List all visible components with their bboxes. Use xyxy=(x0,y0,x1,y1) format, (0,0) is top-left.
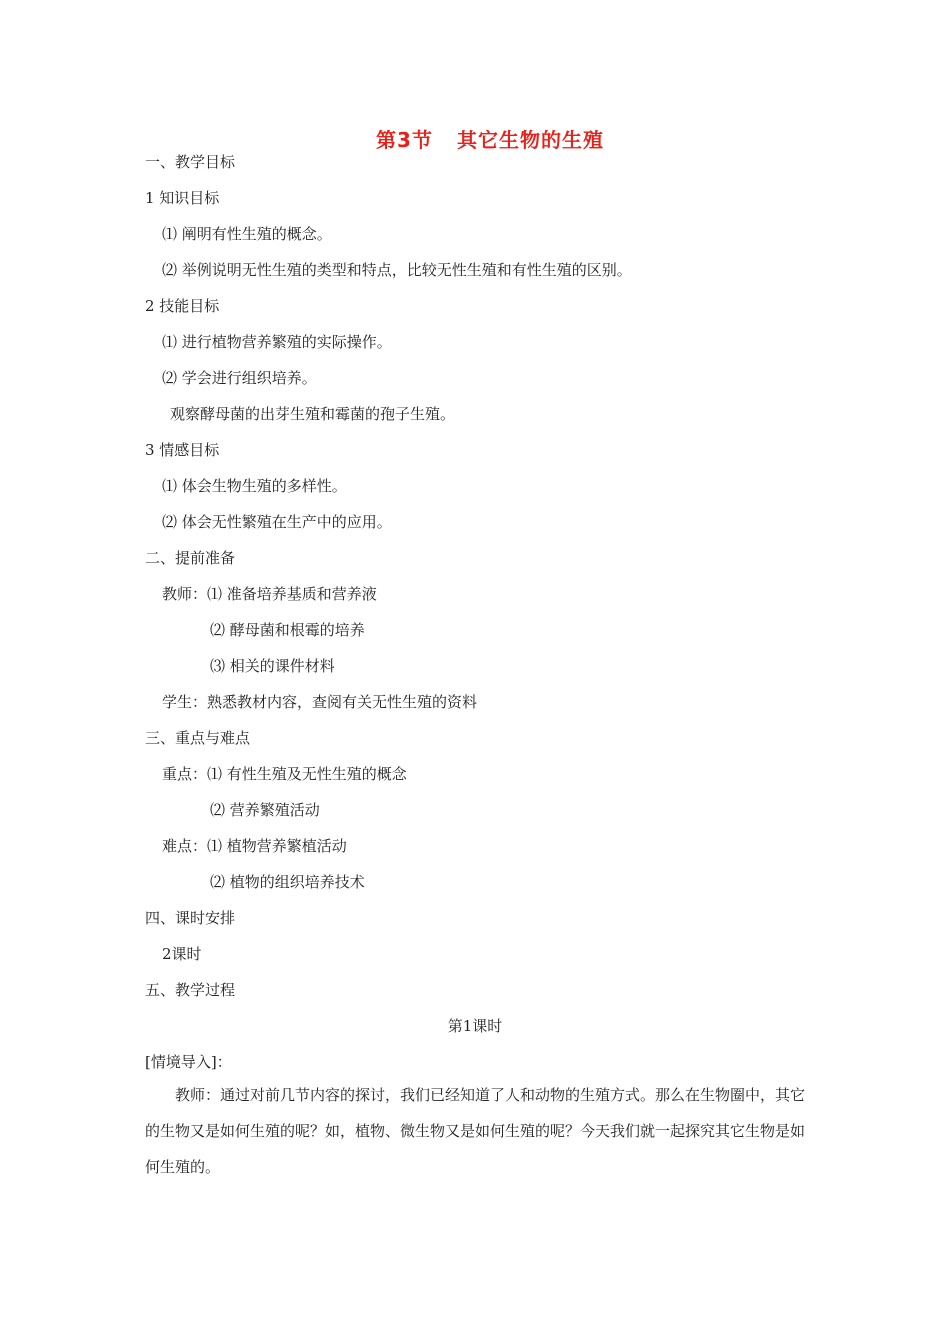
list-item: ⑵ 酵母菌和根霉的培养 xyxy=(210,621,365,639)
lesson-heading: 第1课时 xyxy=(447,1017,503,1035)
title-main: 其它生物的生殖 xyxy=(456,128,604,152)
list-item: ⑵ 学会进行组织培养。 xyxy=(162,369,317,387)
subheading-knowledge: 1 知识目标 xyxy=(145,189,220,207)
list-item: ⑵ 植物的组织培养技术 xyxy=(210,873,365,891)
list-item: 观察酵母菌的出芽生殖和霉菌的孢子生殖。 xyxy=(170,405,456,423)
section-heading-key-points: 三、重点与难点 xyxy=(145,729,251,747)
list-item: 重点：⑴ 有性生殖及无性生殖的概念 xyxy=(162,765,407,783)
list-item: ⑵ 举例说明无性生殖的类型和特点，比较无性生殖和有性生殖的区别。 xyxy=(162,261,632,279)
list-item: ⑵ 营养繁殖活动 xyxy=(210,801,320,819)
list-item: 难点：⑴ 植物营养繁植活动 xyxy=(162,837,347,855)
list-item: ⑵ 体会无性繁殖在生产中的应用。 xyxy=(162,513,392,531)
section-heading-objectives: 一、教学目标 xyxy=(145,153,236,171)
subheading-emotion: 3 情感目标 xyxy=(145,441,220,459)
subheading-skills: 2 技能目标 xyxy=(145,297,220,315)
section-heading-process: 五、教学过程 xyxy=(145,981,236,999)
list-item: 教师：⑴ 准备培养基质和营养液 xyxy=(162,585,377,603)
section-heading-schedule: 四、课时安排 xyxy=(145,909,236,927)
section-heading-preparation: 二、提前准备 xyxy=(145,549,236,567)
page-title xyxy=(0,124,950,153)
list-item: ⑴ 阐明有性生殖的概念。 xyxy=(162,225,332,243)
list-item: ⑴ 进行植物营养繁殖的实际操作。 xyxy=(162,333,392,351)
intro-heading: [情境导入]： xyxy=(145,1053,232,1071)
intro-paragraph: 教师：通过对前几节内容的探讨，我们已经知道了人和动物的生殖方式。那么在生物圈中，其它的生物又是如何生殖的呢？如，植物、微生物又是如何生殖的呢？今天我们就一起探究其它生物是如何生殖的。 xyxy=(145,1086,806,1176)
list-item: ⑴ 体会生物生殖的多样性。 xyxy=(162,477,347,495)
list-item: 学生：熟悉教材内容，查阅有关无性生殖的资料 xyxy=(162,693,478,711)
list-item: ⑶ 相关的课件材料 xyxy=(210,657,335,675)
title-prefix: 第3节 xyxy=(376,128,433,152)
list-item: 2课时 xyxy=(162,945,202,963)
